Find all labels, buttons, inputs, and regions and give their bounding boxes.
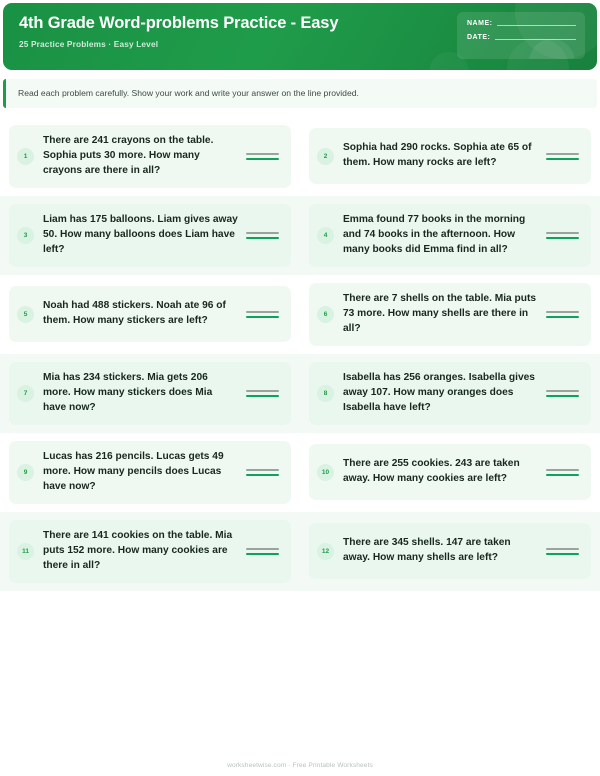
problem-number-badge: 10: [317, 464, 334, 481]
problem-text: Lucas has 216 pencils. Lucas gets 49 more. How many pencils does Lucas have now?: [43, 450, 224, 492]
problem-text: There are 241 crayons on the table. Sophia puts 30 more. How many crayons are there in all?: [43, 135, 214, 176]
problem-card[interactable]: [309, 444, 591, 500]
problem-number-badge: 8: [317, 385, 334, 402]
answer-line[interactable]: [246, 469, 279, 476]
answer-line[interactable]: [546, 390, 579, 397]
answer-line-dash: [546, 232, 579, 234]
problem-cell: [300, 196, 600, 275]
problem-row: [0, 433, 600, 512]
answer-line-dash: [246, 469, 279, 471]
problem-text: Isabella has 256 oranges. Isabella gives away 107. How many oranges does Isabella have left?: [343, 371, 535, 413]
problem-cell: [0, 354, 300, 433]
answer-line-dash: [246, 153, 279, 155]
problem-number-badge: 9: [17, 464, 34, 481]
name-label: NAME:: [467, 20, 493, 27]
problem-number-badge: 7: [17, 385, 34, 402]
answer-line-solid: [246, 158, 279, 160]
problem-number-badge: 12: [317, 543, 334, 560]
page-subtitle: 25 Practice Problems · Easy Level: [19, 38, 159, 49]
problem-card[interactable]: [309, 128, 591, 184]
answer-line[interactable]: [546, 311, 579, 318]
problem-number-badge: 2: [317, 148, 334, 165]
answer-line-dash: [546, 311, 579, 313]
answer-line-dash: [246, 311, 279, 313]
problem-cell: [300, 433, 600, 512]
answer-line[interactable]: [546, 153, 579, 160]
problem-cell: [300, 512, 600, 591]
answer-line-solid: [246, 237, 279, 239]
problems-grid: [0, 117, 600, 591]
answer-line-dash: [546, 469, 579, 471]
date-row: [467, 34, 576, 41]
answer-line-solid: [546, 474, 579, 476]
problem-card[interactable]: [309, 523, 591, 579]
problem-cell: [300, 275, 600, 354]
problem-cell: [0, 117, 300, 196]
problem-row: [0, 196, 600, 275]
problem-cell: [0, 512, 300, 591]
answer-line-solid: [246, 316, 279, 318]
problem-text: Mia has 234 stickers. Mia gets 206 more. How many stickers does Mia have now?: [43, 371, 213, 413]
problem-text: Noah had 488 stickers. Noah ate 96 of them. How many stickers are left?: [43, 300, 226, 327]
problem-card[interactable]: [309, 362, 591, 425]
problem-text: There are 141 cookies on the table. Mia puts 152 more. How many cookies are there in all?: [43, 529, 233, 571]
name-row: [467, 20, 576, 27]
page-title: 4th Grade Word-problems Practice - Easy: [19, 14, 339, 32]
problem-cell: [300, 117, 600, 196]
worksheet-header: [3, 3, 597, 70]
problem-card[interactable]: [9, 362, 291, 425]
problem-row: [0, 275, 600, 354]
name-date-box: [457, 12, 585, 59]
problem-number-badge: 6: [317, 306, 334, 323]
answer-line[interactable]: [546, 548, 579, 555]
problem-number-badge: 3: [17, 227, 34, 244]
answer-line-dash: [546, 548, 579, 550]
answer-line-solid: [546, 237, 579, 239]
answer-line-dash: [246, 390, 279, 392]
date-label: DATE:: [467, 34, 491, 41]
answer-line[interactable]: [246, 153, 279, 160]
problem-row: [0, 354, 600, 433]
problem-card[interactable]: [9, 125, 291, 188]
answer-line[interactable]: [546, 469, 579, 476]
answer-line[interactable]: [246, 548, 279, 555]
answer-line[interactable]: [246, 232, 279, 239]
problem-number-badge: 4: [317, 227, 334, 244]
namebox-circle-decoration: [529, 39, 575, 59]
answer-line[interactable]: [246, 390, 279, 397]
answer-line-dash: [546, 153, 579, 155]
footer-watermark: worksheetwise.com · Free Printable Worksheets: [227, 762, 373, 769]
problem-text: There are 255 cookies. 243 are taken away. How many cookies are left?: [343, 458, 520, 485]
problem-card[interactable]: [9, 520, 291, 583]
problem-cell: [0, 196, 300, 275]
problem-text: Emma found 77 books in the morning and 74 books in the afternoon. How many books did Emma find in all?: [343, 213, 526, 255]
problem-card[interactable]: [9, 204, 291, 267]
answer-line[interactable]: [246, 311, 279, 318]
problem-row: [0, 117, 600, 196]
answer-line-dash: [246, 548, 279, 550]
problem-cell: [300, 354, 600, 433]
name-write-line[interactable]: [497, 25, 576, 26]
problem-card[interactable]: [309, 204, 591, 267]
date-write-line[interactable]: [495, 39, 576, 40]
problem-cell: [0, 275, 300, 354]
answer-line[interactable]: [546, 232, 579, 239]
problem-card[interactable]: [9, 441, 291, 504]
answer-line-solid: [546, 316, 579, 318]
answer-line-dash: [246, 232, 279, 234]
problem-number-badge: 1: [17, 148, 34, 165]
instructions-text: Read each problem carefully. Show your work and write your answer on the line provided.: [18, 88, 359, 99]
problem-number-badge: 5: [17, 306, 34, 323]
answer-line-solid: [246, 395, 279, 397]
problem-row: [0, 512, 600, 591]
answer-line-solid: [246, 553, 279, 555]
instructions-banner: [3, 79, 597, 108]
answer-line-solid: [546, 553, 579, 555]
answer-line-solid: [246, 474, 279, 476]
problem-number-badge: 11: [17, 543, 34, 560]
problem-cell: [0, 433, 300, 512]
answer-line-solid: [546, 395, 579, 397]
answer-line-dash: [546, 390, 579, 392]
problem-text: Sophia had 290 rocks. Sophia ate 65 of them. How many rocks are left?: [343, 142, 532, 169]
answer-line-solid: [546, 158, 579, 160]
problem-text: There are 345 shells. 147 are taken away. How many shells are left?: [343, 537, 511, 564]
problem-text: Liam has 175 balloons. Liam gives away 50. How many balloons does Liam have left?: [43, 213, 238, 255]
problem-card[interactable]: [9, 286, 291, 342]
problem-card[interactable]: [309, 283, 591, 346]
problem-text: There are 7 shells on the table. Mia puts 73 more. How many shells are there in all?: [343, 292, 537, 334]
